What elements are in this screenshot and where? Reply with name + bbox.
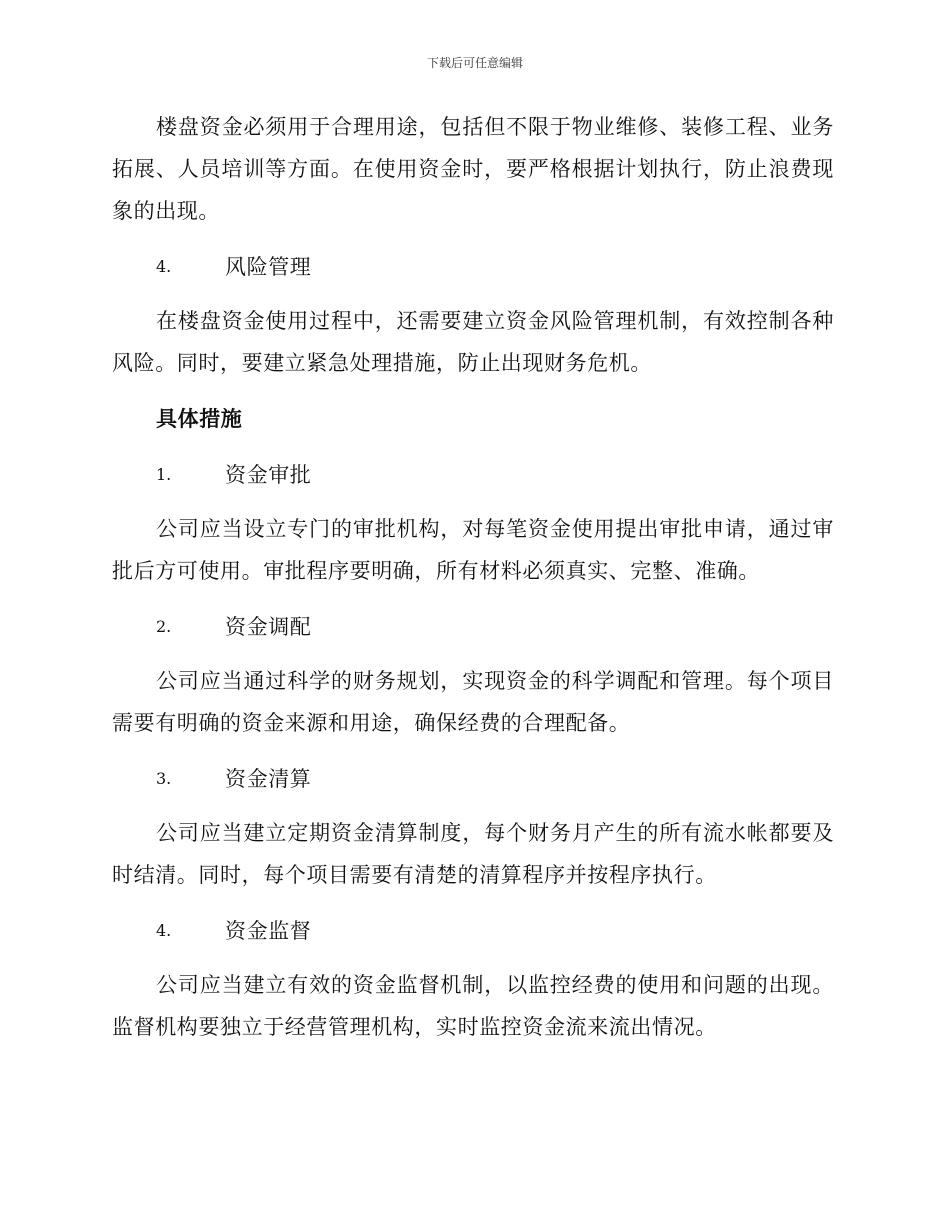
document-body (112, 106, 834, 1048)
list-item-fund-supervision (112, 910, 834, 952)
list-label: 资金调配 (225, 615, 312, 639)
list-label: 资金监督 (225, 919, 312, 943)
paragraph-fund-allocation: 公司应当通过科学的财务规划，实现资金的科学调配和管理。每个项目需要有明确的资金来源和用途，确保经费的合理配备。 (112, 669, 834, 735)
list-item-fund-approval (112, 454, 834, 496)
list-item-fund-allocation (112, 606, 834, 648)
paragraph-fund-usage: 楼盘资金必须用于合理用途，包括但不限于物业维修、装修工程、业务拓展、人员培训等方面。在使用资金时，要严格根据计划执行，防止浪费现象的出现。 (112, 115, 834, 223)
list-item-fund-settlement (112, 758, 834, 800)
paragraph-risk-management: 在楼盘资金使用过程中，还需要建立资金风险管理机制，有效控制各种风险。同时，要建立紧急处理措施，防止出现财务危机。 (112, 309, 834, 375)
paragraph-fund-supervision: 公司应当建立有效的资金监督机制，以监控经费的使用和问题的出现。监督机构要独立于经营管理机构，实时监控资金流来流出情况。 (112, 973, 834, 1039)
list-label: 资金清算 (225, 767, 312, 791)
list-label: 资金审批 (225, 463, 312, 487)
paragraph-fund-approval: 公司应当设立专门的审批机构，对每笔资金使用提出审批申请，通过审批后方可使用。审批程序要明确，所有材料必须真实、完整、准确。 (112, 517, 834, 583)
page-header-note: 下载后可任意编辑 (426, 56, 523, 70)
list-number: 1. (156, 465, 172, 484)
list-number: 3. (156, 769, 172, 788)
paragraph-fund-settlement: 公司应当建立定期资金清算制度，每个财务月产生的所有流水帐都要及时结清。同时，每个项目需要有清楚的清算程序并按程序执行。 (112, 821, 834, 887)
list-item-risk-management (112, 246, 834, 288)
list-label: 风险管理 (225, 255, 312, 279)
list-number: 4. (156, 921, 172, 940)
list-number: 4. (156, 257, 172, 276)
list-number: 2. (156, 617, 172, 636)
section-heading-specific-measures: 具体措施 (156, 406, 243, 431)
